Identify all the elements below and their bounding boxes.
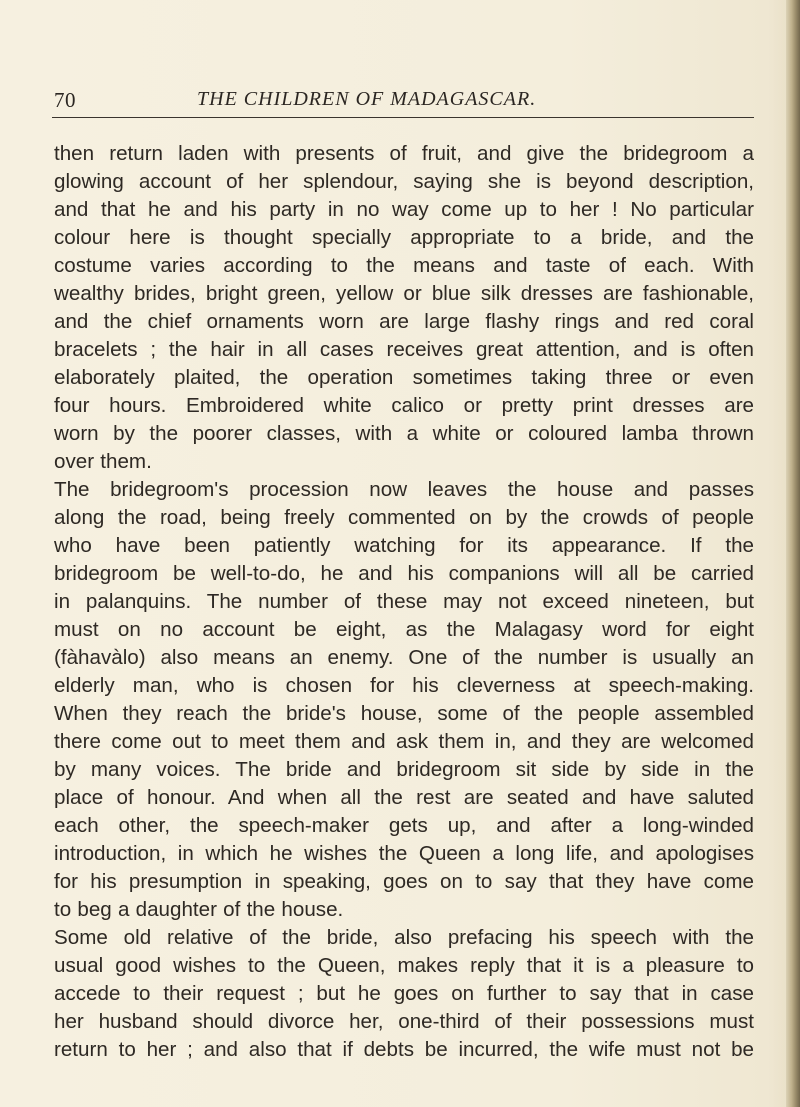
text-line: costume varies according to the means and taste of each. With [54, 254, 754, 277]
text-line: introduction, in which he wishes the Queen a long life, and apologises [54, 842, 754, 865]
text-line: in palanquins. The number of these may not exceed nineteen, but [54, 590, 754, 613]
text-line: bridegroom be well-to-do, he and his companions will all be carried [54, 562, 754, 585]
page-edge-shadow [786, 0, 800, 1107]
text-line: (fàhavàlo) also means an enemy. One of the number is usually an [54, 646, 754, 669]
body-text [54, 140, 754, 1064]
page-header [54, 88, 754, 118]
text-line: usual good wishes to the Queen, makes reply that it is a pleasure to [54, 954, 754, 977]
text-line: must on no account be eight, as the Malagasy word for eight [54, 618, 754, 641]
text-line: Some old relative of the bride, also prefacing his speech with the [54, 926, 754, 949]
text-line: her husband should divorce her, one-third of their possessions must [54, 1010, 754, 1033]
text-line: elderly man, who is chosen for his cleverness at speech-making. [54, 674, 754, 697]
text-line: to beg a daughter of the house. [54, 898, 344, 921]
text-line: The bridegroom's procession now leaves the house and passes [54, 478, 754, 501]
text-line: colour here is thought specially appropriate to a bride, and the [54, 226, 754, 249]
text-line: wealthy brides, bright green, yellow or blue silk dresses are fashionable, [54, 282, 754, 305]
text-line: When they reach the bride's house, some of the people assembled [54, 702, 754, 725]
text-line: for his presumption in speaking, goes on to say that they have come [54, 870, 754, 893]
text-line: and the chief ornaments worn are large flashy rings and red coral [54, 310, 754, 333]
text-line: then return laden with presents of fruit, and give the bridegroom a [54, 142, 754, 165]
text-line: who have been patiently watching for its appearance. If the [54, 534, 754, 557]
text-line: glowing account of her splendour, saying she is beyond description, [54, 170, 754, 193]
text-line: there come out to meet them and ask them in, and they are welcomed [54, 730, 754, 753]
text-line: and that he and his party in no way come up to her ! No particular [54, 198, 754, 221]
text-line: over them. [54, 450, 152, 473]
text-line: place of honour. And when all the rest are seated and have saluted [54, 786, 754, 809]
text-line: bracelets ; the hair in all cases receives great attention, and is often [54, 338, 754, 361]
page-number: 70 [54, 88, 76, 112]
text-line: return to her ; and also that if debts be incurred, the wife must not be [54, 1038, 754, 1061]
text-line: along the road, being freely commented on by the crowds of people [54, 506, 754, 529]
text-line: four hours. Embroidered white calico or pretty print dresses are [54, 394, 754, 417]
header-rule [52, 117, 754, 118]
text-line: each other, the speech-maker gets up, and after a long-winded [54, 814, 754, 837]
text-line: worn by the poorer classes, with a white or coloured lamba thrown [54, 422, 754, 445]
text-line: by many voices. The bride and bridegroom sit side by side in the [54, 758, 754, 781]
text-line: elaborately plaited, the operation sometimes taking three or even [54, 366, 754, 389]
text-line: accede to their request ; but he goes on further to say that in case [54, 982, 754, 1005]
running-title: THE CHILDREN OF MADAGASCAR. [197, 88, 537, 110]
